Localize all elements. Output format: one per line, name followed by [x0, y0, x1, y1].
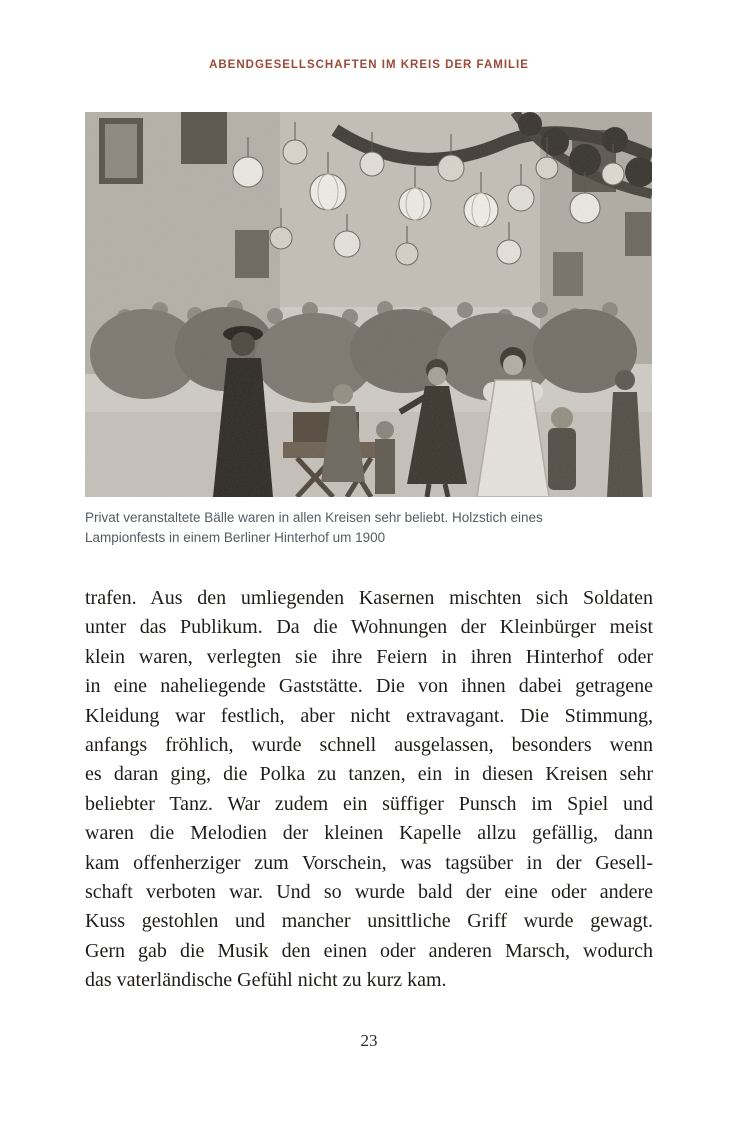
body-line: klein waren, verlegten sie ihre Feiern in ihren Hinterhof oder: [85, 645, 653, 668]
body-line: beliebter Tanz. War zudem ein süffiger Punsch im Spiel und: [85, 792, 653, 815]
body-line: trafen. Aus den umliegenden Kasernen mischten sich Soldaten: [85, 587, 653, 609]
body-line: schaft verboten war. Und so wurde bald der eine oder andere: [85, 881, 653, 904]
grain-texture: [85, 112, 652, 497]
body-line: Kuss gestohlen und mancher unsittliche Griff wurde gewagt.: [85, 910, 653, 933]
figure-caption-line: Lampionfests in einem Berliner Hinterhof um 1900: [85, 530, 386, 545]
figure-caption-line: Privat veranstaltete Bälle waren in allen Kreisen sehr beliebt. Holzstich eines: [85, 510, 543, 525]
figure-caption: [85, 508, 652, 548]
body-line: waren die Melodien der kleinen Kapelle allzu gefällig, dann: [85, 822, 653, 845]
body-text: [85, 584, 653, 996]
body-line: kam offenherziger zum Vorschein, was tagsüber in der Gesell-: [85, 851, 653, 874]
body-line: anfangs fröhlich, wurde schnell ausgelassen, besonders wenn: [85, 734, 653, 757]
body-line: es daran ging, die Polka zu tanzen, ein in diesen Kreisen sehr: [85, 763, 653, 786]
body-line: das vaterländische Gefühl nicht zu kurz kam.: [85, 969, 447, 992]
page-number: 23: [360, 1031, 378, 1050]
holzstich-lampionfest-illustration: [85, 112, 652, 497]
figure: [85, 112, 652, 548]
running-header: ABENDGESELLSCHAFTEN IM KREIS DER FAMILIE: [209, 59, 529, 71]
body-line: in eine naheliegende Gaststätte. Die von ihnen dabei getragene: [85, 675, 653, 698]
body-line: unter das Publikum. Da die Wohnungen der Kleinbürger meist: [85, 616, 653, 639]
body-line: Kleidung war festlich, aber nicht extravagant. Die Stimmung,: [85, 704, 653, 727]
body-line: Gern gab die Musik den einen oder anderen Marsch, wodurch: [85, 939, 653, 962]
